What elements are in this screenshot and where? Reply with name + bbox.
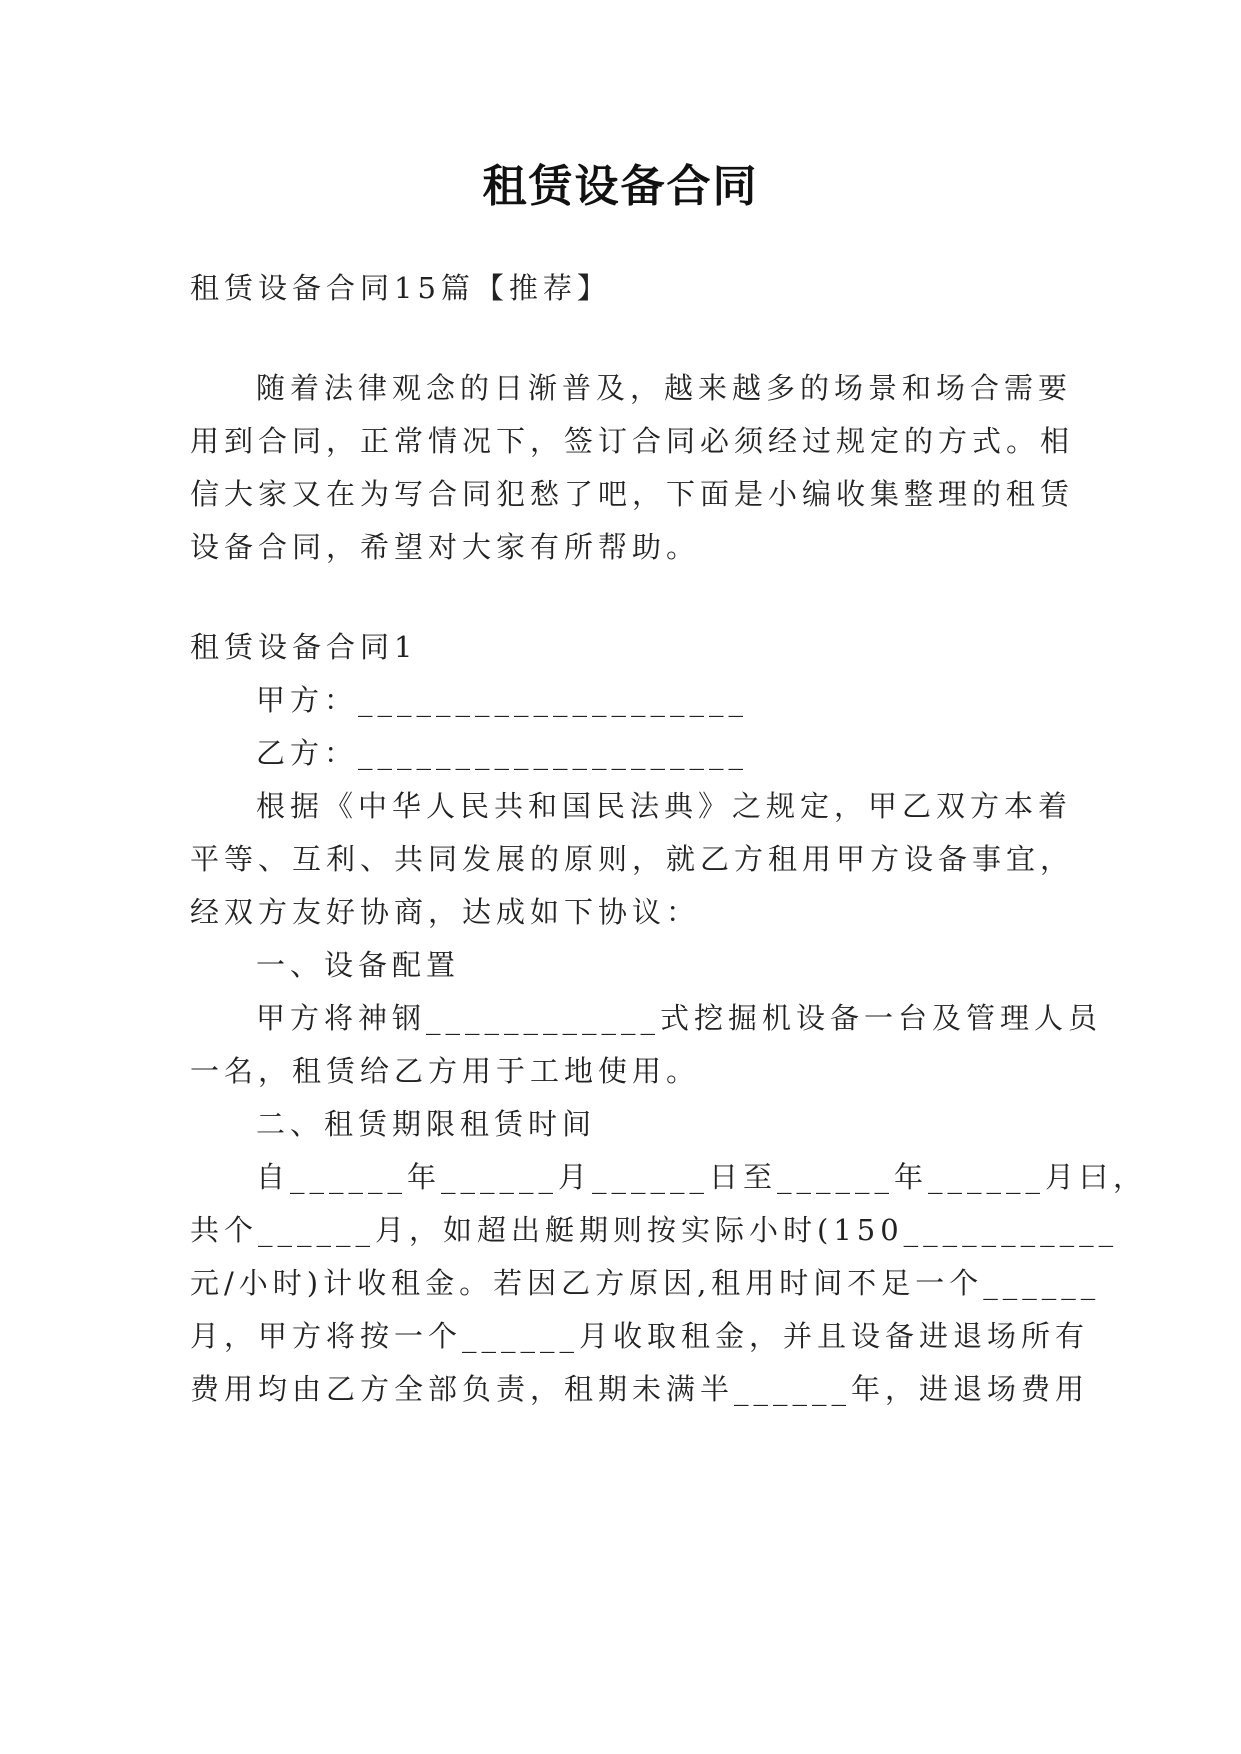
clause-line: 费用均由乙方全部负责，租期未满半______年，进退场费用 (190, 1372, 1090, 1406)
preamble-line: 经双方友好协商，达成如下协议： (190, 895, 701, 929)
section-heading: 租赁设备合同1 (190, 630, 418, 664)
clause-line: 自______年______月______日至______年______月曰， (256, 1160, 1148, 1194)
clause-line: 甲方将神钢____________式挖掘机设备一台及管理人员 (256, 1001, 1103, 1035)
clause-line: 月，甲方将按一个______月收取租金，并且设备进退场所有 (190, 1319, 1090, 1353)
clause-heading: 二、租赁期限租赁时间 (256, 1107, 597, 1141)
intro-line: 用到合同，正常情况下，签订合同必须经过规定的方式。相 (190, 424, 1075, 458)
intro-line: 设备合同，希望对大家有所帮助。 (190, 530, 701, 564)
intro-line: 随着法律观念的日渐普及，越来越多的场景和场合需要 (256, 371, 1073, 405)
clause-line: 共个______月，如超出艇期则按实际小时(150___________ (190, 1213, 1119, 1247)
document-title: 租赁设备合同 (482, 161, 759, 212)
clause-line: 元/小时)计收租金。若因乙方原因,租用时间不足一个______ (190, 1266, 1101, 1300)
document-subtitle: 租赁设备合同15篇【推荐】 (190, 271, 611, 305)
party-a-line: 甲方：____________________ (256, 683, 749, 717)
preamble-line: 根据《中华人民共和国民法典》之规定，甲乙双方本着 (256, 789, 1073, 823)
clause-line: 一名，租赁给乙方用于工地使用。 (190, 1054, 701, 1088)
preamble-line: 平等、互利、共同发展的原则，就乙方租用甲方设备事宜， (190, 842, 1075, 876)
party-b-line: 乙方：____________________ (256, 736, 749, 770)
intro-line: 信大家又在为写合同犯愁了吧，下面是小编收集整理的租赁 (190, 477, 1075, 511)
clause-heading: 一、设备配置 (256, 948, 461, 982)
